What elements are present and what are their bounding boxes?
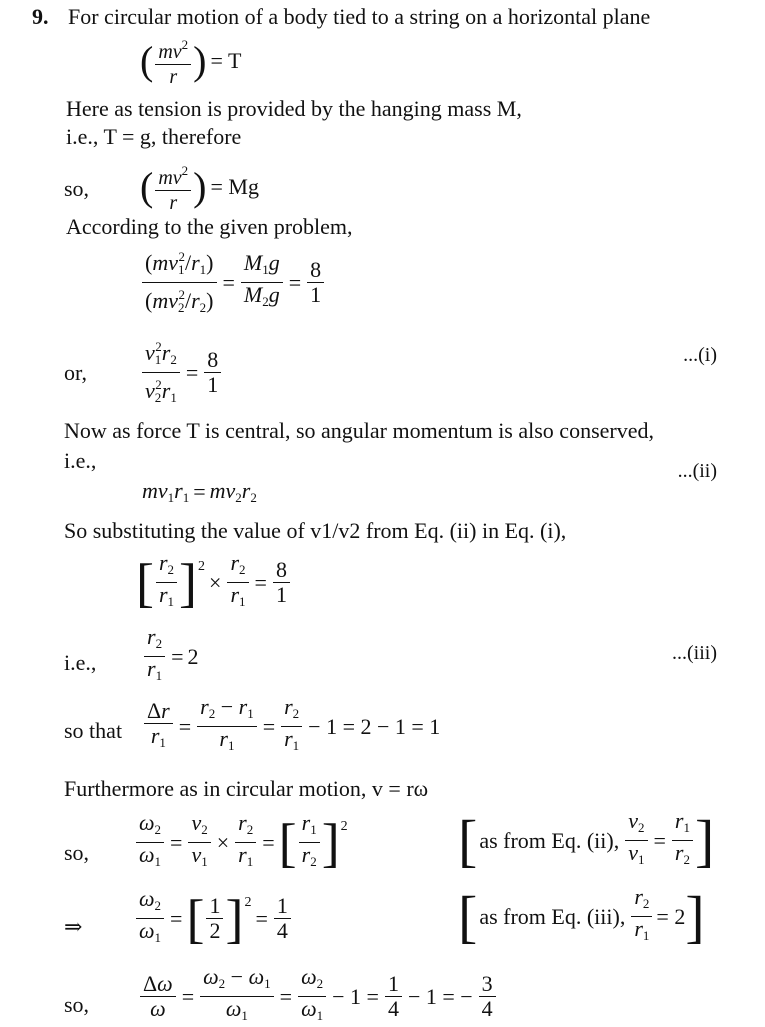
fraction-v2-v1: $\frac{v_2}{v_1}$: [625, 810, 647, 871]
equation-tension: [140, 34, 241, 88]
fraction-r1-r2: $\frac{r_1}{r_2}$: [299, 812, 320, 873]
equation-mg: [140, 160, 259, 214]
central-force-text: Now as force T is central, so angular momentum is also conserved,: [64, 418, 654, 443]
fraction-mass-ratio: $\frac{M_1g}{M_2g}$: [241, 252, 283, 313]
right-bracket: ]: [179, 552, 198, 613]
equation-iii: $\frac{r_2}{r_1}$ = 2: [142, 626, 198, 687]
tension-text-1: Here as tension is provided by the hanging mass M,: [66, 96, 522, 121]
so-that-label: so that: [64, 718, 123, 743]
equation-ii: $mv_1r_1$ = $mv_2r_2$: [142, 478, 257, 505]
note-eq-iii-value: = 2: [656, 903, 686, 929]
fraction-r1-r2: $\frac{r_1}{r_2}$: [672, 810, 693, 871]
fraction-w2-minus-w1: $\frac{\omega_2 - \omega_1}{\omega_1}$: [200, 966, 274, 1027]
note-eq-ii: [ as from Eq. (ii), $\frac{v_2}{v_1}$ = $\frac{r_1}{r_2}$ ]: [458, 807, 715, 873]
equals-T: = T: [210, 48, 242, 73]
tension-text-2: i.e., T = g, therefore: [66, 124, 242, 149]
fraction-8-1: $\frac{8}{1}$: [273, 559, 290, 606]
fraction-r2-r1: $\frac{r_2}{r_1}$: [631, 886, 652, 947]
equation-delta-omega: $\frac{\Delta\omega}{\omega}$ = $\frac{\omega_2 - \omega_1}{\omega_1}$ = $\frac{\omega_2}{\omega_1}$ − 1 = $\frac{1}{4}$ − 1 = − $\frac{3}{4}$: [138, 966, 498, 1027]
fraction-r2-r1: $\frac{r_2}{r_1}$: [156, 552, 177, 613]
left-bracket: [: [186, 888, 205, 949]
ie-label-2: i.e.,: [64, 650, 97, 675]
given-problem-text: According to the given problem,: [66, 214, 353, 239]
left-paren: (: [140, 164, 154, 209]
so-label-2: so,: [64, 840, 90, 865]
equation-tag-iii: ...(iii): [672, 642, 717, 664]
fraction-v2-v1: $\frac{v_2}{v_1}$: [188, 812, 210, 873]
fraction-v1-r2-over-v2-r1: $\frac{v_1^2r_2}{v_2^2r_1}$: [142, 336, 180, 409]
or-label: or,: [64, 360, 87, 385]
fraction-r2-r1: $\frac{r_2}{r_1}$: [281, 696, 302, 757]
right-bracket: ]: [685, 883, 705, 949]
left-bracket: [: [458, 807, 478, 873]
implies-symbol: ⇒: [64, 914, 83, 939]
right-bracket: ]: [321, 812, 340, 873]
fraction-r2-r1: $\frac{r_2}{r_1}$: [227, 552, 248, 613]
fraction-1-2: $\frac{1}{2}$: [206, 895, 223, 942]
intro-text: For circular motion of a body tied to a string on a horizontal plane: [68, 4, 651, 29]
right-bracket: ]: [694, 807, 715, 873]
fraction-1-4: $\frac{1}{4}$: [274, 895, 291, 942]
right-bracket: ]: [225, 888, 244, 949]
equation-delta-r: $\frac{\Delta r}{r_1}$ = $\frac{r_2 - r_1}{r_1}$ = $\frac{r_2}{r_1}$ − 1 = 2 − 1 = 1: [142, 696, 440, 757]
fraction-delta-w-w: $\frac{\Delta\omega}{\omega}$: [140, 973, 176, 1020]
equation-ratio: $\frac{(mv_1^2/r_1)}{(mv_2^2/r_2)}$ = $\frac{M_1g}{M_2g}$ = $\frac{8}{1}$: [140, 246, 326, 319]
left-paren: (: [140, 38, 154, 83]
fraction-w2-w1: $\frac{\omega_2}{\omega_1}$: [298, 966, 326, 1027]
equation-omega-value: $\frac{\omega_2}{\omega_1}$ = [ $\frac{1}{2}$ ] 2 = $\frac{1}{4}$: [134, 888, 293, 949]
left-bracket: [: [278, 812, 297, 873]
question-number: 9.: [32, 4, 49, 29]
delta-r-result: − 1 = 2 − 1 = 1: [308, 713, 441, 739]
fraction-8-1: $\frac{8}{1}$: [307, 259, 324, 306]
fraction-r2-r1: $\frac{r_2}{r_1}$: [235, 812, 256, 873]
note-eq-iii: [458, 883, 705, 949]
equals-Mg: = Mg: [210, 174, 259, 199]
equation-substituted: [ $\frac{r_2}{r_1}$ ] 2 × $\frac{r_2}{r_1}$ = $\frac{8}{1}$: [136, 552, 292, 613]
circular-motion-text: Furthermore as in circular motion, v = rω: [64, 776, 429, 801]
equation-tag-ii: ...(ii): [677, 460, 717, 482]
fraction-w2-w1: $\frac{\omega_2}{\omega_1}$: [136, 888, 164, 949]
fraction-1-4: $\frac{1}{4}$: [385, 973, 402, 1020]
fraction-mv2-r: $\frac{mv^2}{r}$: [155, 160, 191, 214]
fraction-r2-r1: $\frac{r_2}{r_1}$: [144, 626, 165, 687]
equation-tag-i: ...(i): [683, 344, 717, 366]
equation-i: $\frac{v_1^2r_2}{v_2^2r_1}$ = $\frac{8}{1}$: [140, 336, 223, 409]
ie-label: i.e.,: [64, 448, 97, 473]
left-bracket: [: [136, 552, 154, 613]
fraction-delta-r-r1: $\frac{\Delta r}{r_1}$: [144, 700, 173, 754]
note-eq-ii-text: as from Eq. (ii),: [479, 827, 620, 853]
right-paren: ): [193, 38, 207, 83]
fraction-8-1: $\frac{8}{1}$: [204, 349, 221, 396]
left-bracket: [: [458, 883, 478, 949]
fraction-w2-w1: $\frac{\omega_2}{\omega_1}$: [136, 812, 164, 873]
so-label-3: so,: [64, 992, 90, 1017]
fraction-mv2-r: $\frac{mv^2}{r}$: [155, 34, 191, 88]
substituting-text: So substituting the value of v1/v2 from Eq. (ii) in Eq. (i),: [64, 518, 567, 543]
right-paren: ): [193, 164, 207, 209]
so-label: so,: [64, 176, 90, 201]
fraction-r2-minus-r1: $\frac{r_2 - r_1}{r_1}$: [197, 696, 257, 757]
fraction-centripetal-ratio: $\frac{(mv_1^2/r_1)}{(mv_2^2/r_2)}$: [142, 246, 217, 319]
equation-omega-ratio: $\frac{\omega_2}{\omega_1}$ = $\frac{v_2}{v_1}$ × $\frac{r_2}{r_1}$ = [ $\frac{r_1}{r_2}$ ] 2: [134, 812, 348, 873]
note-eq-iii-text: as from Eq. (iii),: [479, 903, 626, 929]
fraction-3-4: $\frac{3}{4}$: [479, 973, 496, 1020]
